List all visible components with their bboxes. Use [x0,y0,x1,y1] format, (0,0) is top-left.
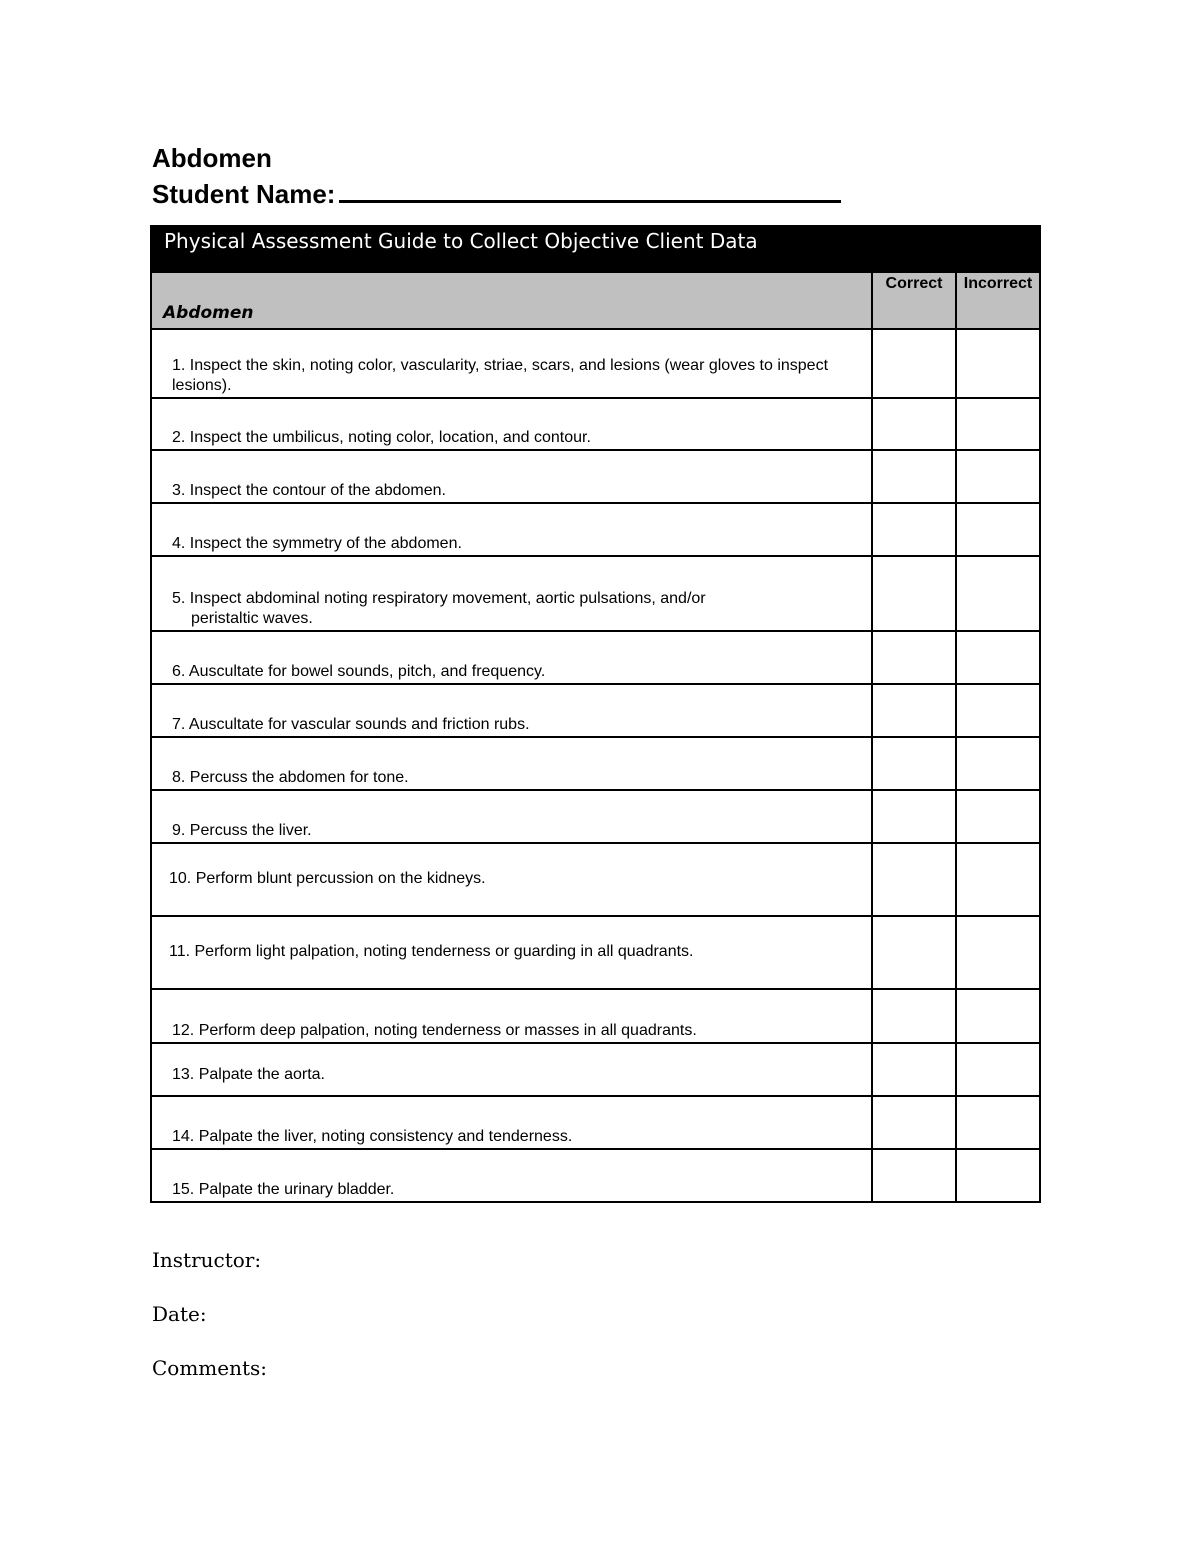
incorrect-checkbox[interactable] [956,556,1040,631]
table-row [151,329,1040,398]
student-name-label: Student Name: [152,179,336,209]
checklist-item-continuation: peristaltic waves. [191,610,313,627]
table-row [151,1096,1040,1149]
correct-checkbox[interactable] [872,790,956,843]
checklist-item: 3. Inspect the contour of the abdomen. [151,450,872,503]
checklist-item: 7. Auscultate for vascular sounds and friction rubs. [151,684,872,737]
incorrect-checkbox[interactable] [956,398,1040,450]
table-row [151,684,1040,737]
correct-checkbox[interactable] [872,398,956,450]
student-name-blank[interactable] [339,174,841,203]
correct-checkbox[interactable] [872,1149,956,1202]
table-banner: Physical Assessment Guide to Collect Objective Client Data [151,226,1040,272]
checklist-item: 1. Inspect the skin, noting color, vascularity, striae, scars, and lesions (wear gloves to inspect lesions). [151,329,872,398]
instructor-label: Instructor: [152,1248,262,1272]
checklist-item: 6. Auscultate for bowel sounds, pitch, and frequency. [151,631,872,684]
checklist-item [151,556,872,631]
incorrect-checkbox[interactable] [956,450,1040,503]
correct-checkbox[interactable] [872,329,956,398]
table-row [151,989,1040,1043]
checklist-item-text: 5. Inspect abdominal noting respiratory movement, aortic pulsations, and/or [172,590,706,607]
incorrect-checkbox[interactable] [956,790,1040,843]
table-row [151,790,1040,843]
incorrect-checkbox[interactable] [956,1043,1040,1096]
checklist-item: 11. Perform light palpation, noting tenderness or guarding in all quadrants. [151,916,872,989]
table-row [151,1149,1040,1202]
page-title: Abdomen [152,143,272,173]
checklist-item: 8. Percuss the abdomen for tone. [151,737,872,790]
correct-checkbox[interactable] [872,1043,956,1096]
table-row [151,631,1040,684]
table-row [151,843,1040,916]
incorrect-checkbox[interactable] [956,1096,1040,1149]
table-row [151,737,1040,790]
date-label: Date: [152,1302,207,1326]
incorrect-checkbox[interactable] [956,329,1040,398]
correct-checkbox[interactable] [872,503,956,556]
incorrect-checkbox[interactable] [956,916,1040,989]
table-row [151,556,1040,631]
incorrect-checkbox[interactable] [956,1149,1040,1202]
table-row [151,398,1040,450]
table-row [151,450,1040,503]
incorrect-checkbox[interactable] [956,843,1040,916]
correct-checkbox[interactable] [872,989,956,1043]
table-row [151,1043,1040,1096]
checklist-item: 14. Palpate the liver, noting consistency and tenderness. [151,1096,872,1149]
correct-checkbox[interactable] [872,1096,956,1149]
incorrect-checkbox[interactable] [956,631,1040,684]
student-name-row [152,174,841,210]
incorrect-checkbox[interactable] [956,737,1040,790]
correct-checkbox[interactable] [872,556,956,631]
incorrect-checkbox[interactable] [956,503,1040,556]
correct-checkbox[interactable] [872,843,956,916]
checklist-item: 13. Palpate the aorta. [151,1043,872,1096]
checklist-item: 9. Percuss the liver. [151,790,872,843]
incorrect-checkbox[interactable] [956,684,1040,737]
column-header-incorrect: Incorrect [956,272,1040,329]
checklist-item: 15. Palpate the urinary bladder. [151,1149,872,1202]
checklist-item: 12. Perform deep palpation, noting tenderness or masses in all quadrants. [151,989,872,1043]
column-header-correct: Correct [872,272,956,329]
correct-checkbox[interactable] [872,737,956,790]
correct-checkbox[interactable] [872,450,956,503]
correct-checkbox[interactable] [872,684,956,737]
checklist-item: 2. Inspect the umbilicus, noting color, location, and contour. [151,398,872,450]
section-label: Abdomen [151,272,872,329]
incorrect-checkbox[interactable] [956,989,1040,1043]
table-row [151,916,1040,989]
table-row [151,503,1040,556]
comments-label: Comments: [152,1356,268,1380]
assessment-table [150,225,1041,1203]
checklist-item: 10. Perform blunt percussion on the kidneys. [151,843,872,916]
checklist-item: 4. Inspect the symmetry of the abdomen. [151,503,872,556]
correct-checkbox[interactable] [872,916,956,989]
correct-checkbox[interactable] [872,631,956,684]
